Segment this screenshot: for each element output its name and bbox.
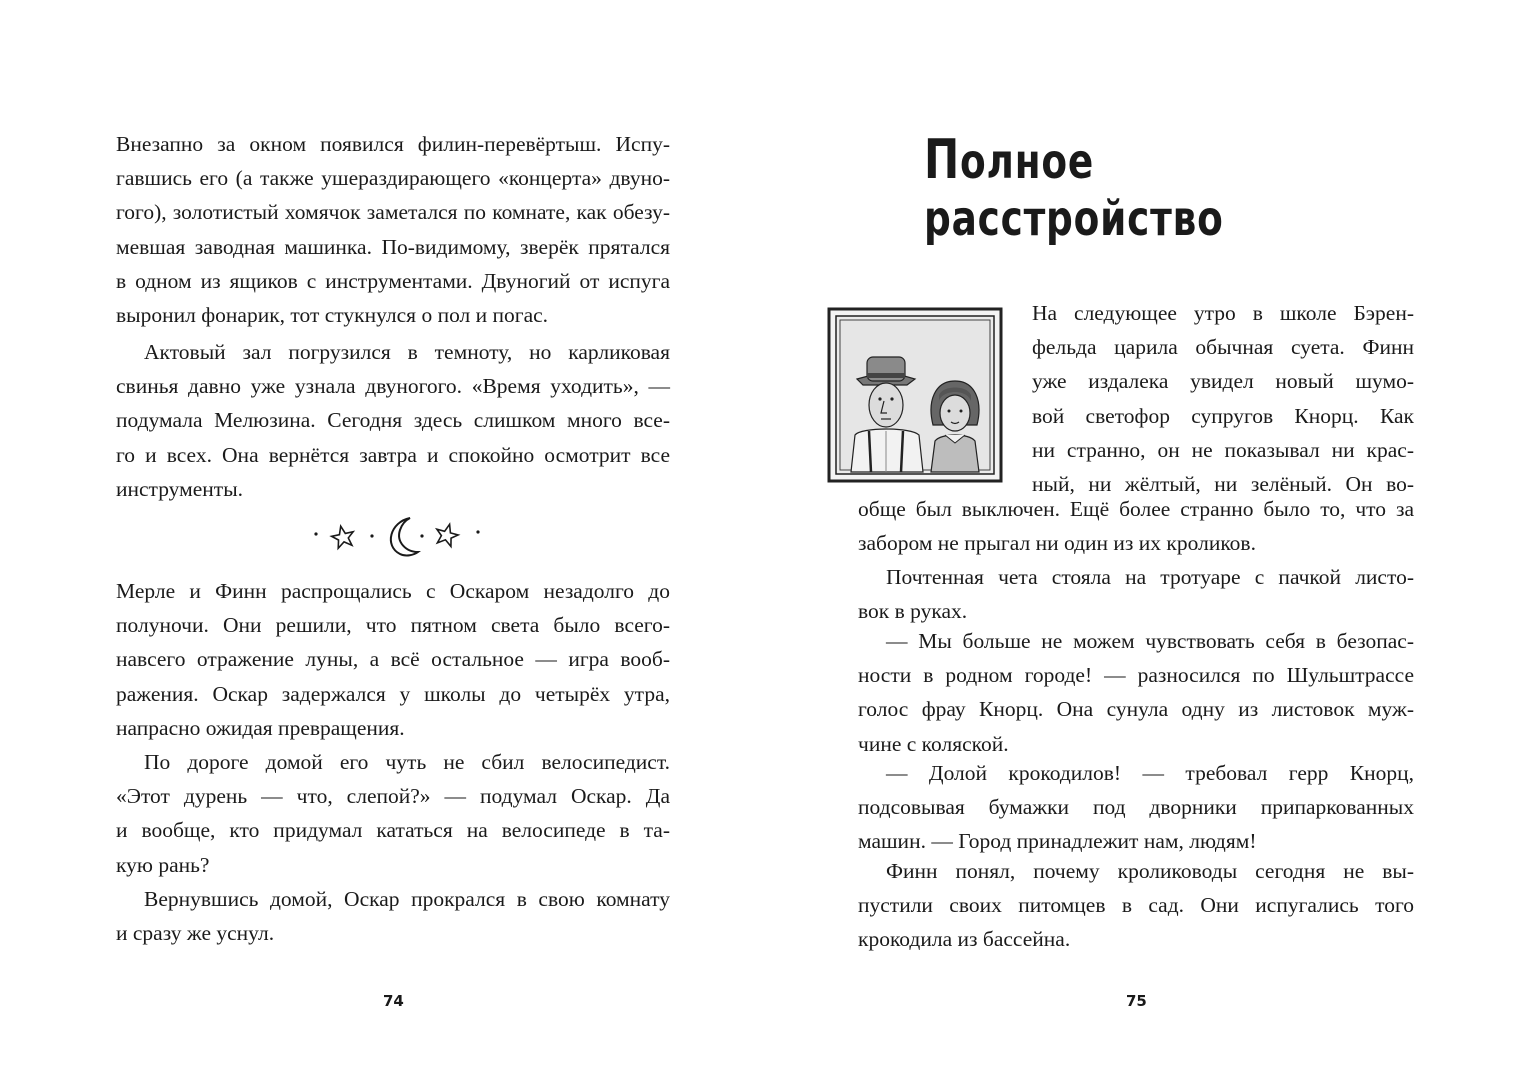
chapter-title — [924, 128, 1392, 247]
text-line: вой светофор супругов Кнорц. Как — [1032, 403, 1414, 428]
paragraph-1 — [116, 127, 670, 332]
text-line: выронил фонарик, тот стукнулся о пол и погас. — [116, 303, 549, 328]
text-line: кую рань? — [116, 852, 210, 877]
paragraph-4 — [116, 745, 670, 882]
text-line: пустили своих питомцев в сад. Они испугались того — [858, 893, 1414, 918]
paragraph-r1 — [858, 492, 1414, 560]
text-line: По дороге домой его чуть не сбил велосипедист. — [144, 750, 670, 774]
text-line: навсего отражение луны, а всё остальное — игра вооб- — [116, 647, 670, 672]
text-line: в одном из ящиков с инструментами. Двуногий от испуга — [116, 268, 670, 293]
text-line: забором не прыгал ни один из их кроликов. — [858, 531, 1256, 556]
text-line: Почтенная чета стояла на тротуаре с пачкой листо- — [886, 565, 1414, 589]
paragraph-3 — [116, 574, 670, 745]
paragraph-5 — [116, 882, 670, 950]
text-line: Финн понял, почему кролиководы сегодня не вы- — [886, 859, 1414, 883]
text-line: Актовый зал погрузился в темноту, но карликовая — [144, 340, 670, 364]
text-line: чине с коляской. — [858, 731, 1009, 756]
text-line: — Долой крокодилов! — требовал герр Кнорц, — [886, 761, 1414, 785]
text-line: подумала Мелюзина. Сегодня здесь слишком много все- — [116, 408, 670, 433]
text-line: инструменты. — [116, 476, 244, 501]
text-line: гавшись его (а также ушераздирающего «концерта» двуно- — [116, 166, 670, 191]
text-line: На следующее утро в школе Бэрен- — [1032, 301, 1414, 325]
text-line: подсовывая бумажки под дворники припаркованных — [858, 795, 1414, 820]
text-line: фельда царила обычная суета. Финн — [1032, 335, 1414, 360]
stars-and-crescent-moon-icon — [310, 512, 485, 562]
page-number-left: 74 — [383, 992, 404, 1010]
wrapped-paragraph — [1032, 296, 1414, 501]
text-line: мевшая заводная машинка. По-видимому, зверёк прятался — [116, 234, 670, 259]
chapter-title-rest: олное расстройство — [924, 134, 1224, 247]
text-line: и вообще, кто придумал кататься на велосипеде в та- — [116, 818, 670, 843]
text-line: полуночи. Они решили, что пятном света было всего- — [116, 613, 670, 638]
text-line: ражения. Оскар задержался у школы до четырёх утра, — [116, 681, 670, 706]
chapter-title-initial: П — [924, 128, 961, 191]
text-line: свинья давно уже узнала двуногого. «Время уходить», — — [116, 374, 670, 399]
text-line: обще был выключен. Ещё более странно было то, что за — [858, 497, 1414, 521]
text-line: крокодила из бассейна. — [858, 927, 1071, 952]
text-line: го и всех. Она вернётся завтра и спокойно осмотрит все — [116, 442, 670, 467]
paragraph-r3 — [858, 624, 1414, 761]
text-line: Мерле и Финн распрощались с Оскаром незадолго до — [116, 579, 670, 603]
paragraph-2 — [116, 335, 670, 506]
text-line: ни странно, он не показывал ни крас- — [1032, 437, 1414, 462]
text-line: ный, ни жёлтый, ни зелёный. Он во- — [1032, 472, 1414, 497]
paragraph-r2 — [858, 560, 1414, 628]
text-line: гого), золотистый хомячок заметался по комнате, как обезу- — [116, 200, 670, 225]
page-number-right: 75 — [1126, 992, 1147, 1010]
text-line: Внезапно за окном появился филин-перевёртыш. Испу- — [116, 132, 670, 156]
text-line: ности в родном городе! — разносился по Шульштрассе — [858, 663, 1414, 688]
text-line: Вернувшись домой, Оскар прокрался в свою комнату — [144, 887, 670, 911]
text-line: голос фрау Кнорц. Она сунула одну из листовок муж- — [858, 697, 1414, 722]
text-line: машин. — Город принадлежит нам, людям! — [858, 829, 1257, 854]
text-line: уже издалека увидел новый шумо- — [1032, 369, 1414, 394]
text-line: «Этот дурень — что, слепой?» — подумал Оскар. Да — [116, 784, 670, 809]
paragraph-r4 — [858, 756, 1414, 859]
text-line: — Мы больше не можем чувствовать себя в безопас- — [886, 629, 1414, 653]
text-line: и сразу же уснул. — [116, 921, 275, 946]
framed-portrait-couple-illustration — [827, 307, 1003, 483]
right-page — [764, 0, 1528, 1080]
paragraph-r5 — [858, 854, 1414, 957]
text-line: напрасно ожидая превращения. — [116, 715, 405, 740]
text-line: вок в руках. — [858, 599, 968, 624]
